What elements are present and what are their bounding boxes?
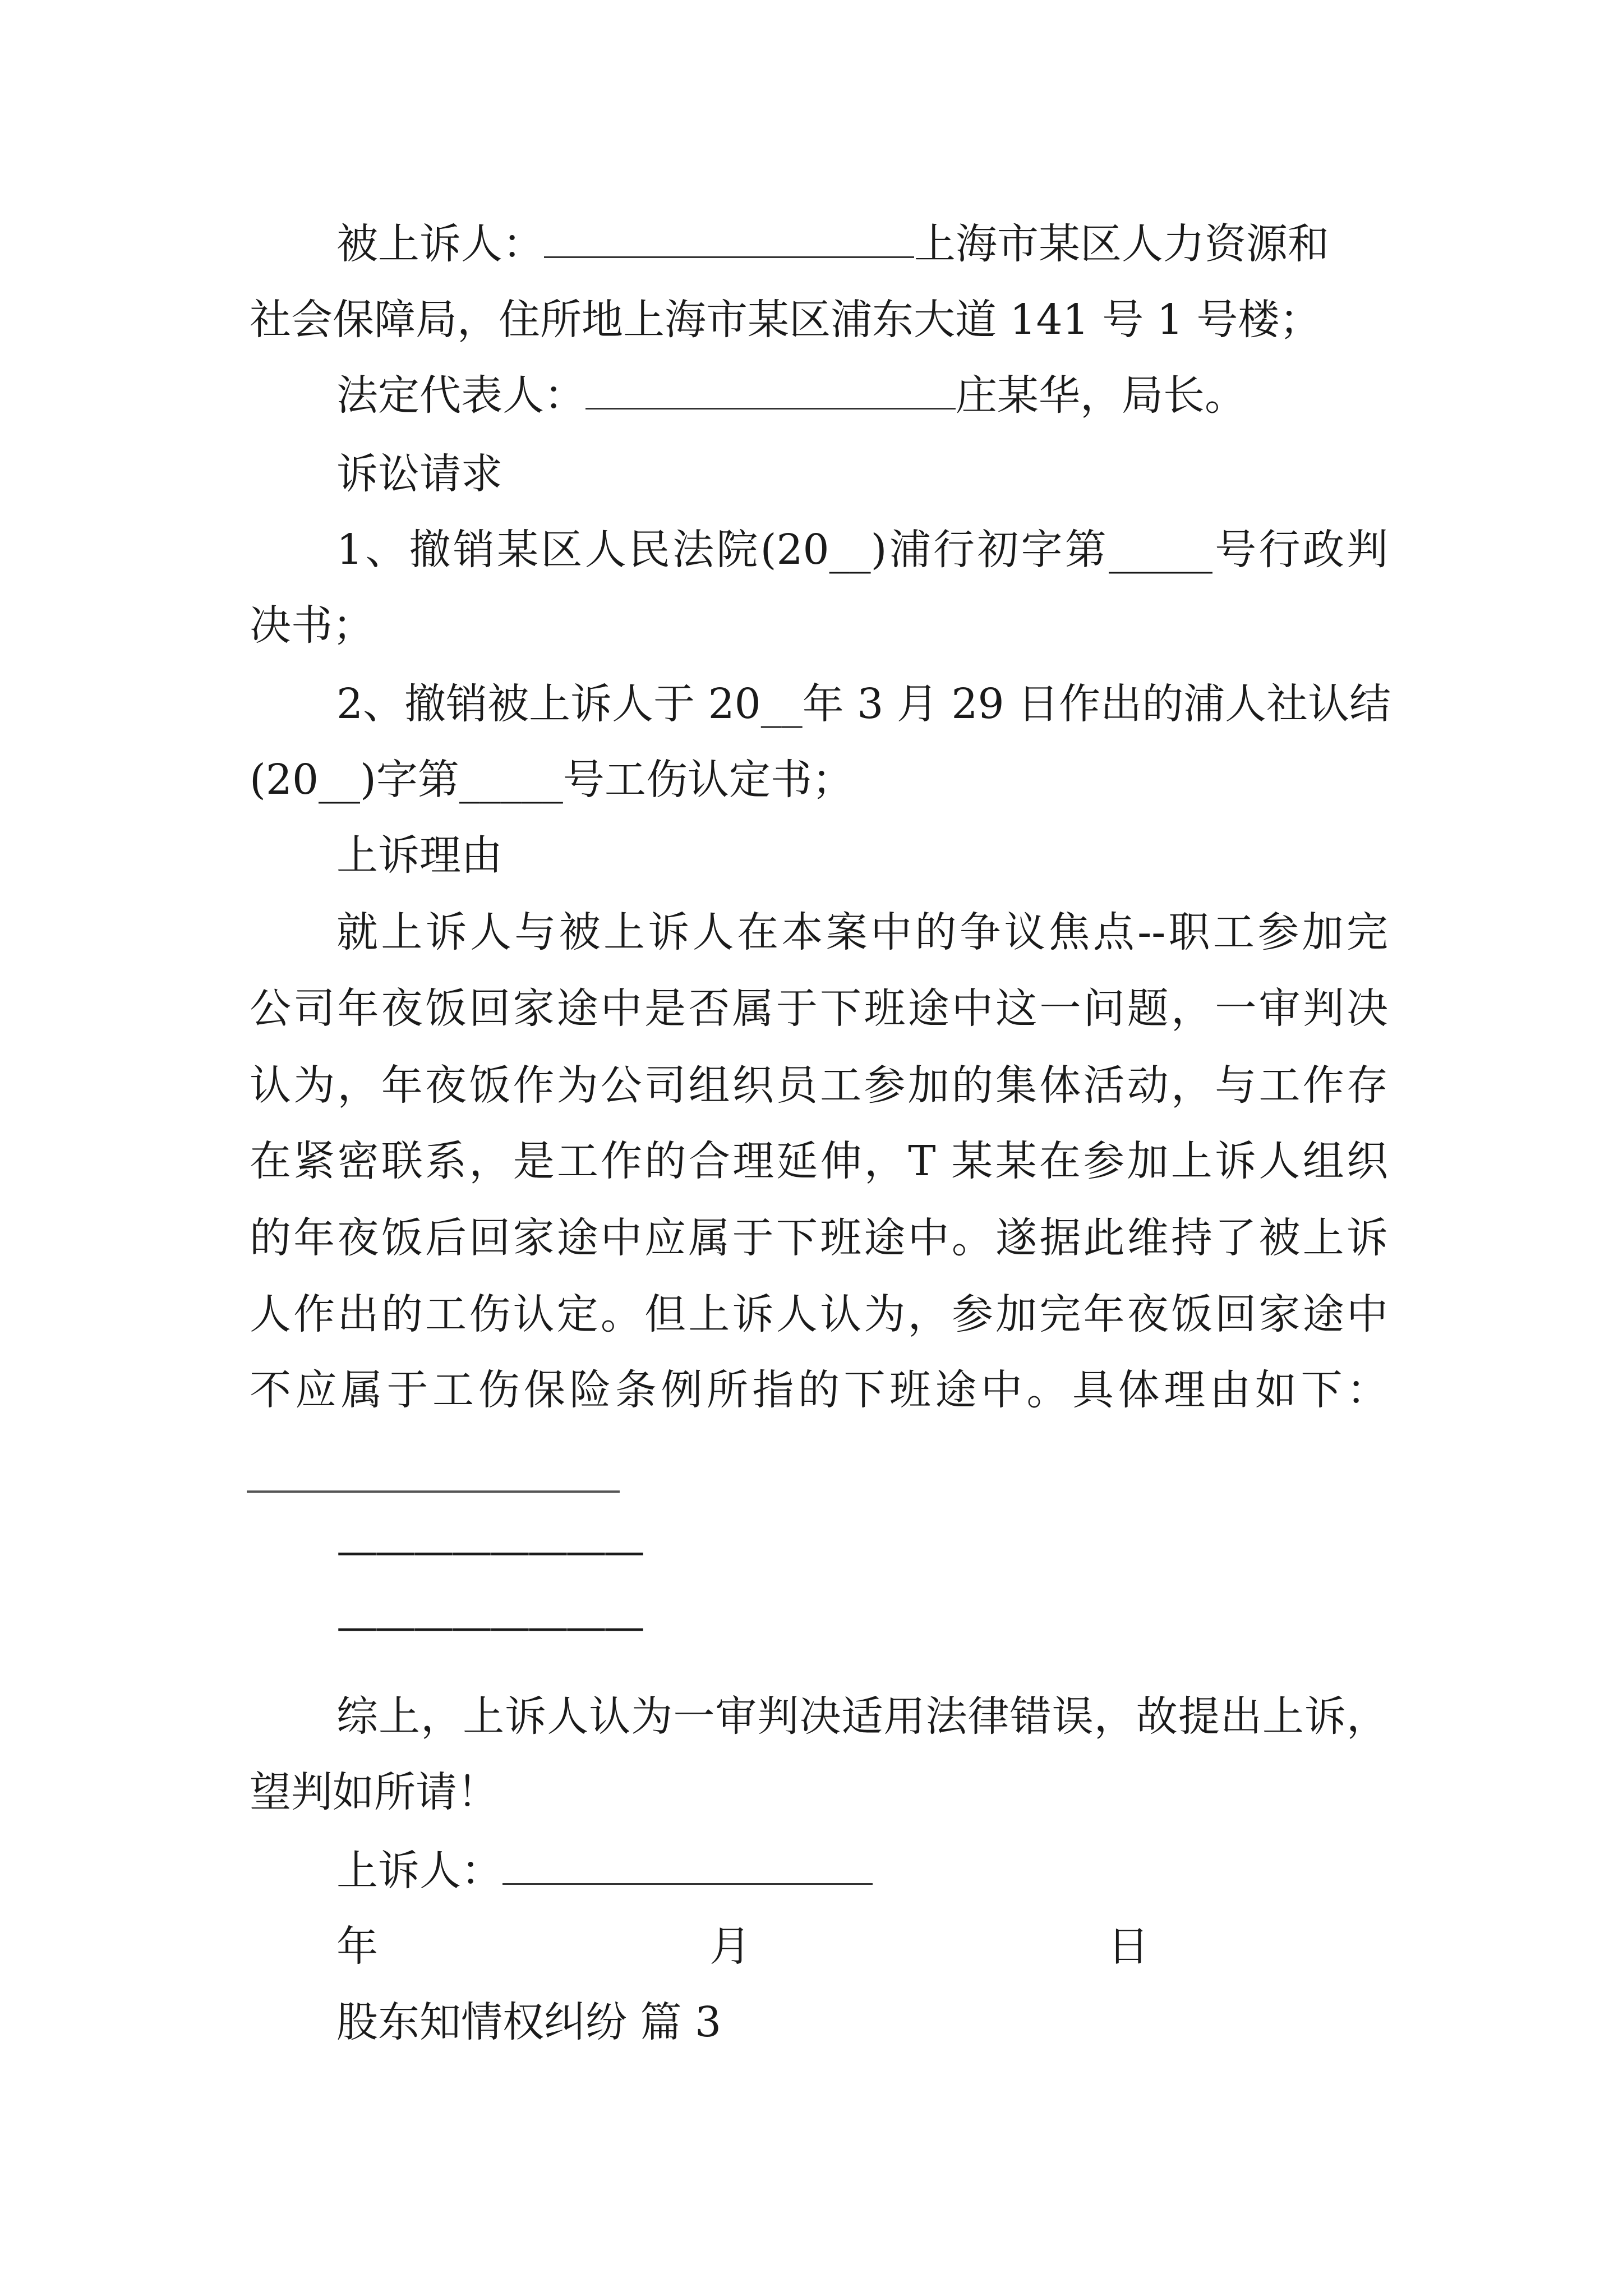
next-section-title: 股东知情权纠纷 篇 3 <box>336 1998 722 2046</box>
date-day: 日 <box>1108 1922 1149 1971</box>
reason-line-4: 在紧密联系，是工作的合理延伸，T 某某在参加上诉人组织 <box>250 1137 1388 1185</box>
date-year: 年 <box>336 1922 378 1971</box>
respondent-line-2: 社会保障局，住所地上海市某区浦东大道 141 号 1 号楼； <box>250 296 1321 344</box>
claims-heading: 诉讼请求 <box>336 450 502 498</box>
respondent-label: 被上诉人： <box>336 220 544 268</box>
reasons-heading: 上诉理由 <box>336 831 502 880</box>
appellant-label: 上诉人： <box>336 1847 502 1895</box>
claim-2-line-1: 2、撤销被上诉人于 20__年 3 月 29 日作出的浦人社认结 <box>336 680 1391 728</box>
appellant-blank <box>502 1846 873 1885</box>
legal-rep-label: 法定代表人： <box>336 371 585 420</box>
dash-line-1: ———————— <box>336 1527 642 1575</box>
claim-1-line-2: 决书； <box>250 601 374 650</box>
legal-rep-value: 庄某华，局长。 <box>956 371 1246 420</box>
reason-line-5: 的年夜饭后回家途中应属于下班途中。遂据此维持了被上诉 <box>250 1214 1388 1262</box>
legal-rep-blank <box>585 371 956 409</box>
respondent-line-1 <box>336 216 1388 272</box>
reason-line-1: 就上诉人与被上诉人在本案中的争议焦点--职工参加完 <box>336 908 1388 956</box>
respondent-name-part1: 上海市某区人力资源和 <box>914 220 1329 268</box>
appellant-line <box>336 1843 1388 1899</box>
date-month: 月 <box>709 1922 751 1971</box>
reason-line-7: 不应属于工伤保险条例所指的下班途中。具体理由如下： <box>250 1366 1388 1414</box>
respondent-blank <box>544 219 914 258</box>
dash-line-2: ———————— <box>336 1603 642 1651</box>
blank-rule <box>247 1490 620 1493</box>
reason-line-6: 人作出的工伤认定。但上诉人认为，参加完年夜饭回家途中 <box>250 1290 1388 1338</box>
claim-1-line-1: 1、撤销某区人民法院(20__)浦行初字第_____号行政判 <box>336 526 1388 574</box>
conclusion-line-2: 望判如所请！ <box>250 1768 499 1816</box>
reason-line-2: 公司年夜饭回家途中是否属于下班途中这一问题，一审判决 <box>250 984 1388 1033</box>
legal-rep-line <box>336 367 1388 424</box>
reason-line-3: 认为，年夜饭作为公司组织员工参加的集体活动，与工作存 <box>250 1061 1388 1110</box>
claim-2-line-2: (20__)字第_____号工伤认定书； <box>250 756 854 804</box>
conclusion-line-1: 综上，上诉人认为一审判决适用法律错误，故提出上诉， <box>336 1692 1388 1741</box>
